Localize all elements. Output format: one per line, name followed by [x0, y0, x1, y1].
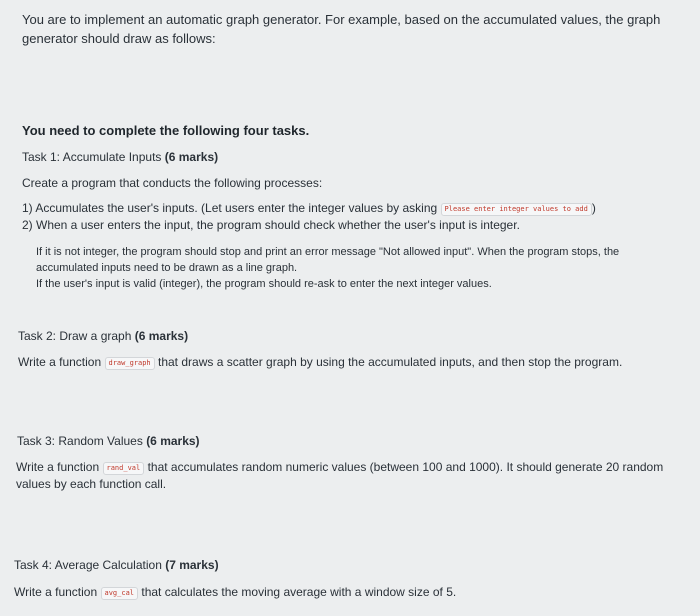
task4-desc-before: Write a function: [14, 585, 98, 599]
avg-cal-code-snippet: avg_cal: [101, 587, 139, 600]
task2-desc-before: Write a function: [18, 355, 102, 369]
task3-title-text: Task 3: Random Values: [17, 434, 147, 448]
task3-desc-line-1: [16, 459, 670, 476]
task4-marks: (7 marks): [165, 558, 219, 572]
draw-graph-code-snippet: draw_graph: [105, 357, 155, 370]
task1-description: Create a program that conducts the following processes:: [22, 176, 323, 190]
intro-line-2: generator should draw as follows:: [22, 31, 216, 46]
prompt-code-snippet: Please enter integer values to add: [441, 203, 592, 216]
task1-title-text: Task 1: Accumulate Inputs: [22, 150, 165, 164]
task1-item-2: 2) When a user enters the input, the program should check whether the user's input is integer.: [22, 218, 520, 232]
task1-detail: [36, 244, 670, 292]
task1-detail-line-3: If the user's input is valid (integer), the program should re-ask to enter the next integer values.: [36, 278, 492, 290]
task2-title-text: Task 2: Draw a graph: [18, 329, 135, 343]
task4-title: [14, 557, 670, 574]
task4-title-text: Task 4: Average Calculation: [14, 558, 166, 572]
task1-item-1-text: 1) Accumulates the user's inputs. (Let users enter the integer values by asking: [22, 201, 438, 215]
task1-list: [22, 200, 670, 234]
task3-desc-line-2: values by each function call.: [16, 477, 167, 491]
task4-desc-after: that calculates the moving average with a window size of 5.: [141, 585, 457, 599]
task1-title: [22, 149, 670, 166]
intro-line-1: You are to implement an automatic graph generator. For example, based on the accumulated values, the graph: [22, 12, 661, 27]
task3-desc-before: Write a function: [16, 460, 100, 474]
task1-detail-line-2: accumulated inputs need to be drawn as a line graph.: [36, 262, 298, 274]
intro-paragraph: [22, 10, 670, 48]
task3-title: [17, 433, 670, 450]
task3-marks: (6 marks): [146, 434, 200, 448]
task2-marks: (6 marks): [134, 329, 189, 343]
task2-title: [18, 328, 670, 345]
task3-description: [16, 459, 670, 493]
task1-detail-line-1: If it is not integer, the program should stop and print an error message "Not allowed input". When the program stops, the: [36, 246, 620, 258]
task2-description: [18, 354, 670, 371]
task1-marks: (6 marks): [164, 150, 219, 164]
task1-item-1: [22, 200, 670, 217]
rand-val-code-snippet: rand_val: [103, 462, 145, 475]
tasks-heading: You need to complete the following four tasks.: [22, 123, 310, 138]
task1-item-1-end: ): [591, 201, 596, 215]
task4-description: [14, 584, 670, 601]
task3-desc-after: that accumulates random numeric values (between 100 and 1000). It should generate 20 random: [147, 460, 664, 474]
task2-desc-after: that draws a scatter graph by using the accumulated inputs, and then stop the program.: [158, 355, 623, 369]
